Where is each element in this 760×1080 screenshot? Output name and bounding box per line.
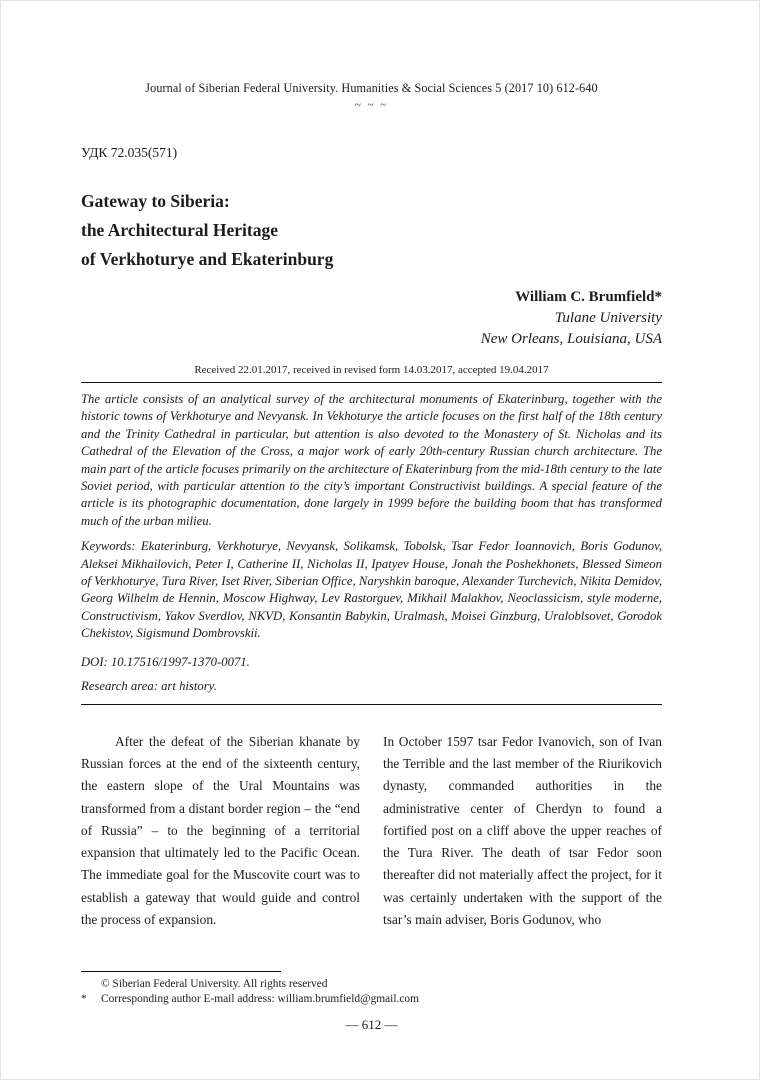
- doi-line: DOI: 10.17516/1997-1370-0071.: [81, 654, 250, 669]
- received-dates-line: Received 22.01.2017, received in revised form 14.03.2017, accepted 19.04.2017: [194, 364, 549, 376]
- article-title: [81, 187, 662, 274]
- corresponding-author-line: [81, 993, 662, 1005]
- body-columns: [81, 731, 662, 932]
- keywords-text: Keywords: Ekaterinburg, Verkhoturye, Nevyansk, Solikamsk, Tobolsk, Tsar Fedor Ioannovich, Boris Godunov, Aleksei Mikhailovich, Peter I, Catherine II, Nicholas II, Ipatyev House, Jonah the Poshekhonets, Blessed Simeon of Verkhoturye, Tura River, Iset River, Siberian Office, Naryshkin baroque, Alexander Turchevich, Nikita Demidov, Georg Wilhelm de Hennin, Moscow Highway, Lev Rastorguev, Mikhail Malakhov, Neoclassicism, style moderne, Constructivism, Yakov Sverdlov, NKVD, Konsantin Babykin, Uralmash, Moisei Ginzburg, Uraloblsovet, Gorodok Chekistov, Sigismund Dombrovskii.: [81, 539, 662, 641]
- author-block: [81, 286, 662, 350]
- udk-code: УДК 72.035(571): [81, 145, 178, 160]
- separator-rule-bottom: [81, 704, 662, 705]
- footnotes: [81, 971, 662, 1005]
- journal-header: Journal of Siberian Federal University. Humanities & Social Sciences 5 (2017 10) 612-640: [145, 81, 598, 95]
- corresponding-author-text: Corresponding author E-mail address: william.brumfield@gmail.com: [101, 993, 419, 1005]
- page-number: — 612 —: [345, 1017, 398, 1032]
- separator-rule-top: [81, 382, 662, 383]
- article-title-line-3: of Verkhoturye and Ekaterinburg: [81, 249, 334, 269]
- author-affiliation-location: New Orleans, Louisiana, USA: [480, 331, 662, 347]
- tilde-separator: ~ ~ ~: [354, 99, 389, 111]
- research-area-line: Research area: art history.: [81, 678, 217, 693]
- asterisk-marker: *: [81, 993, 87, 1005]
- copyright-line: © Siberian Federal University. All rights reserved: [101, 978, 328, 990]
- author-name: William C. Brumfield*: [515, 289, 662, 305]
- body-column-left: After the defeat of the Siberian khanate by Russian forces at the end of the sixteenth century, the eastern slope of the Ural Mountains was transformed from a distant border region – the “end of Russia” – to the beginning of a territorial expansion that ultimately led to the Pacific Ocean. The immediate goal for the Muscovite court was to establish a gateway that would guide and control the process of expansion.: [81, 733, 360, 928]
- body-column-right: In October 1597 tsar Fedor Ivanovich, son of Ivan the Terrible and the last member of the Riurikovich dynasty, commanded authorities in the administrative center of Cherdyn to found a fortified post on a cliff above the upper reaches of the Tura River. The death of tsar Fedor soon thereafter did not materially affect the project, for it was certainly undertaken with the support of the tsar’s main adviser, Boris Godunov, who: [383, 733, 662, 928]
- article-title-line-1: Gateway to Siberia:: [81, 191, 230, 211]
- article-title-line-2: the Architectural Heritage: [81, 220, 278, 240]
- abstract-text: The article consists of an analytical survey of the architectural monuments of Ekaterinburg, together with the historic towns of Verkhoturye and Nevyansk. In Vekhoturye the article focuses on the first half of the 18th century and the Trinity Cathedral in particular, but attention is also devoted to the Monastery of St. Nicholas and its Cathedral of the Elevation of the Cross, a major work of early 20th-century Russian church architecture. The main part of the article focuses primarily on the architecture of Ekaterinburg from the mid-18th century to the late Soviet period, with particular attention to the city’s important Constructivist buildings. A special feature of the article is its photographic documentation, done largely in 1999 before the building boom that has transformed much of the urban milieu.: [81, 392, 662, 528]
- footnote-rule: [81, 971, 281, 972]
- author-affiliation-university: Tulane University: [554, 310, 662, 326]
